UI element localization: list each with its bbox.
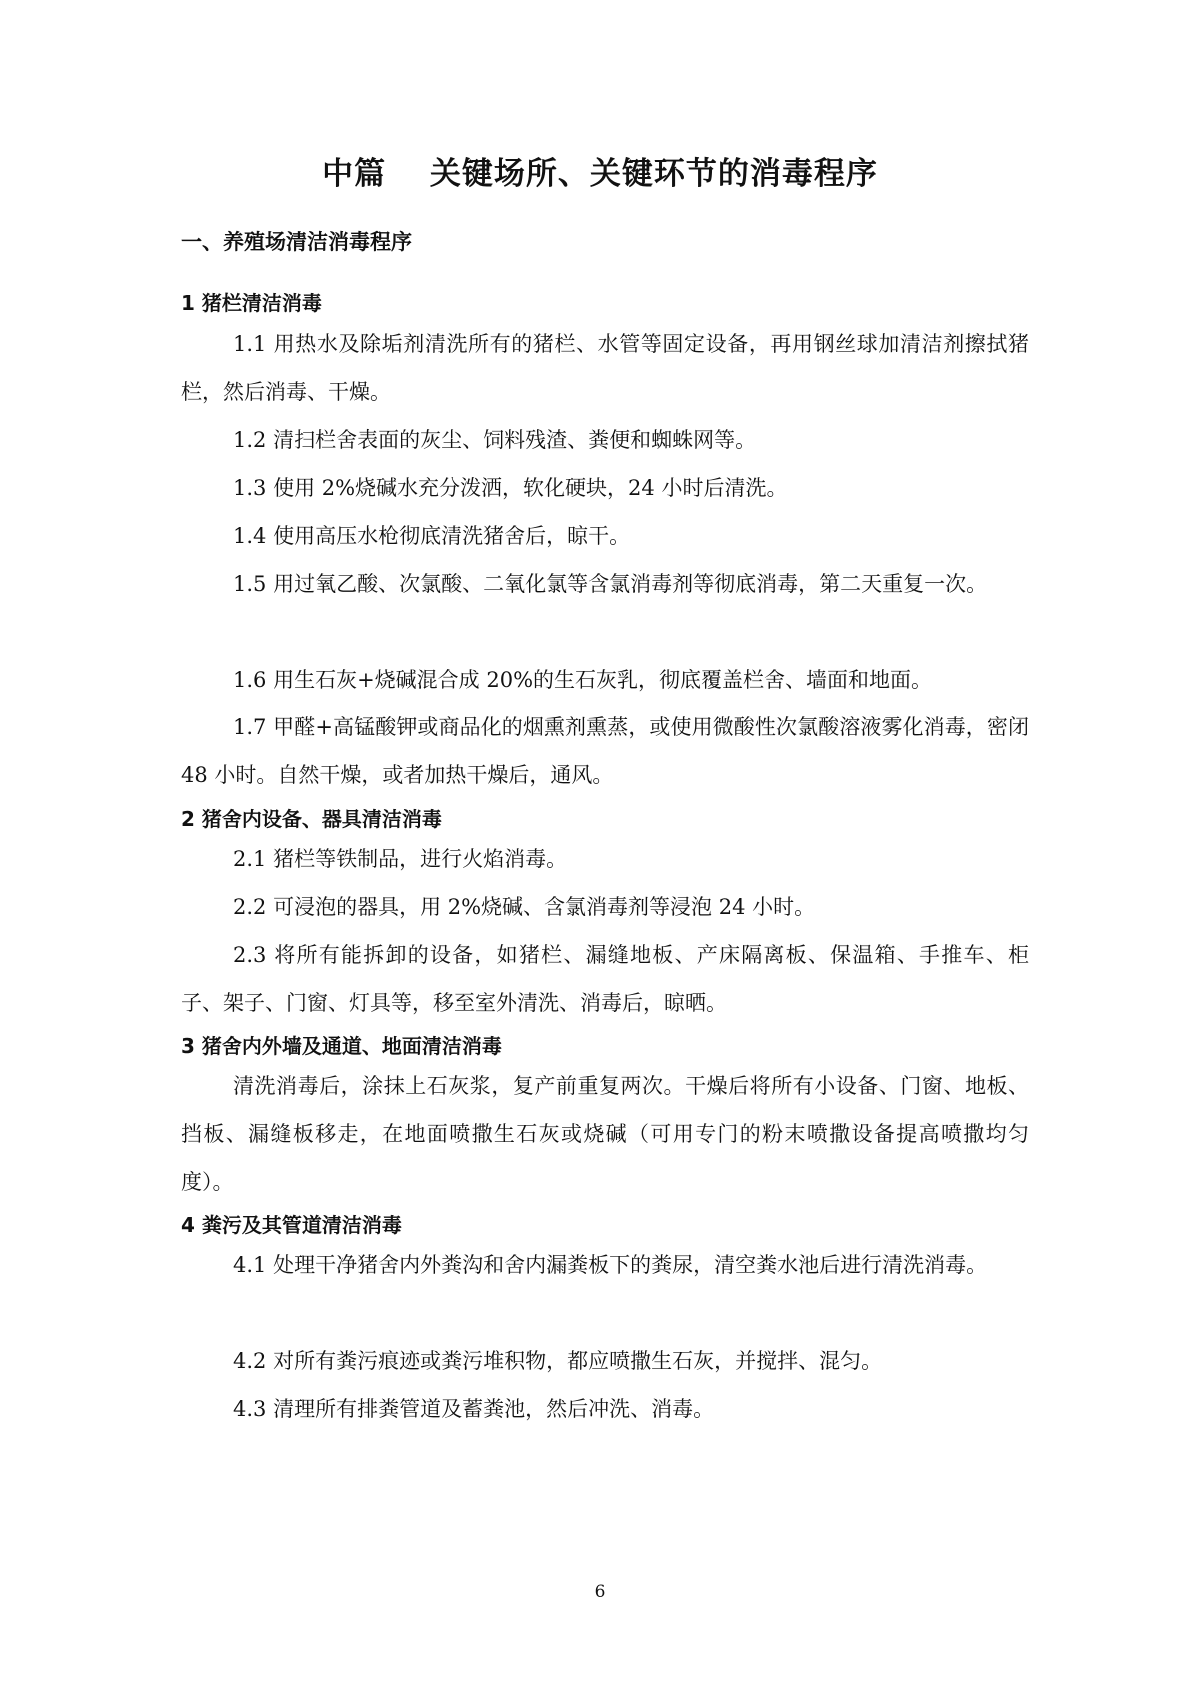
paragraph-1-6: 1.6 用生石灰+烧碱混合成 20%的生石灰乳，彻底覆盖栏舍、墙面和地面。 bbox=[233, 668, 933, 692]
chapter-heading: 一、养殖场清洁消毒程序 bbox=[181, 230, 412, 254]
paragraph-1-1: 1.1 用热水及除垢剂清洗所有的猪栏、水管等固定设备，再用钢丝球加清洁剂擦拭猪栏，然后消毒、干燥。 bbox=[181, 332, 1029, 404]
page-title: 中篇 关键场所、关键环节的消毒程序 bbox=[322, 156, 878, 192]
page-number: 6 bbox=[594, 1582, 606, 1602]
paragraph-1-4: 1.4 使用高压水枪彻底清洗猪舍后，晾干。 bbox=[233, 524, 631, 548]
paragraph-1-5: 1.5 用过氧乙酸、次氯酸、二氧化氯等含氯消毒剂等彻底消毒，第二天重复一次。 bbox=[233, 572, 988, 596]
paragraph-2-2: 2.2 可浸泡的器具，用 2%烧碱、含氯消毒剂等浸泡 24 小时。 bbox=[233, 895, 816, 919]
paragraph-4-1: 4.1 处理干净猪舍内外粪沟和舍内漏粪板下的粪尿，清空粪水池后进行清洗消毒。 bbox=[233, 1253, 988, 1277]
section-heading-4: 4 粪污及其管道清洁消毒 bbox=[181, 1213, 402, 1237]
paragraph-1-2: 1.2 清扫栏舍表面的灰尘、饲料残渣、粪便和蜘蛛网等。 bbox=[233, 428, 757, 452]
paragraph-1-7: 1.7 甲醛+高锰酸钾或商品化的烟熏剂熏蒸，或使用微酸性次氯酸溶液雾化消毒，密闭 48 小时。自然干燥，或者加热干燥后，通风。 bbox=[181, 715, 1029, 787]
section-heading-1: 1 猪栏清洁消毒 bbox=[181, 291, 322, 315]
paragraph-2-3: 2.3 将所有能拆卸的设备，如猪栏、漏缝地板、产床隔离板、保温箱、手推车、柜子、架子、门窗、灯具等，移至室外清洗、消毒后，晾晒。 bbox=[181, 943, 1029, 1015]
paragraph-2-1: 2.1 猪栏等铁制品，进行火焰消毒。 bbox=[233, 847, 568, 871]
section-heading-3: 3 猪舍内外墙及通道、地面清洁消毒 bbox=[181, 1034, 502, 1058]
paragraph-4-3: 4.3 清理所有排粪管道及蓄粪池，然后冲洗、消毒。 bbox=[233, 1397, 715, 1421]
section-heading-2: 2 猪舍内设备、器具清洁消毒 bbox=[181, 807, 442, 831]
paragraph-3-1: 清洗消毒后，涂抹上石灰浆，复产前重复两次。干燥后将所有小设备、门窗、地板、挡板、漏缝板移走，在地面喷撒生石灰或烧碱（可用专门的粉末喷撒设备提高喷撒均匀度）。 bbox=[181, 1074, 1029, 1194]
paragraph-4-2: 4.2 对所有粪污痕迹或粪污堆积物，都应喷撒生石灰，并搅拌、混匀。 bbox=[233, 1349, 883, 1373]
paragraph-1-3: 1.3 使用 2%烧碱水充分泼洒，软化硬块，24 小时后清洗。 bbox=[233, 476, 788, 500]
